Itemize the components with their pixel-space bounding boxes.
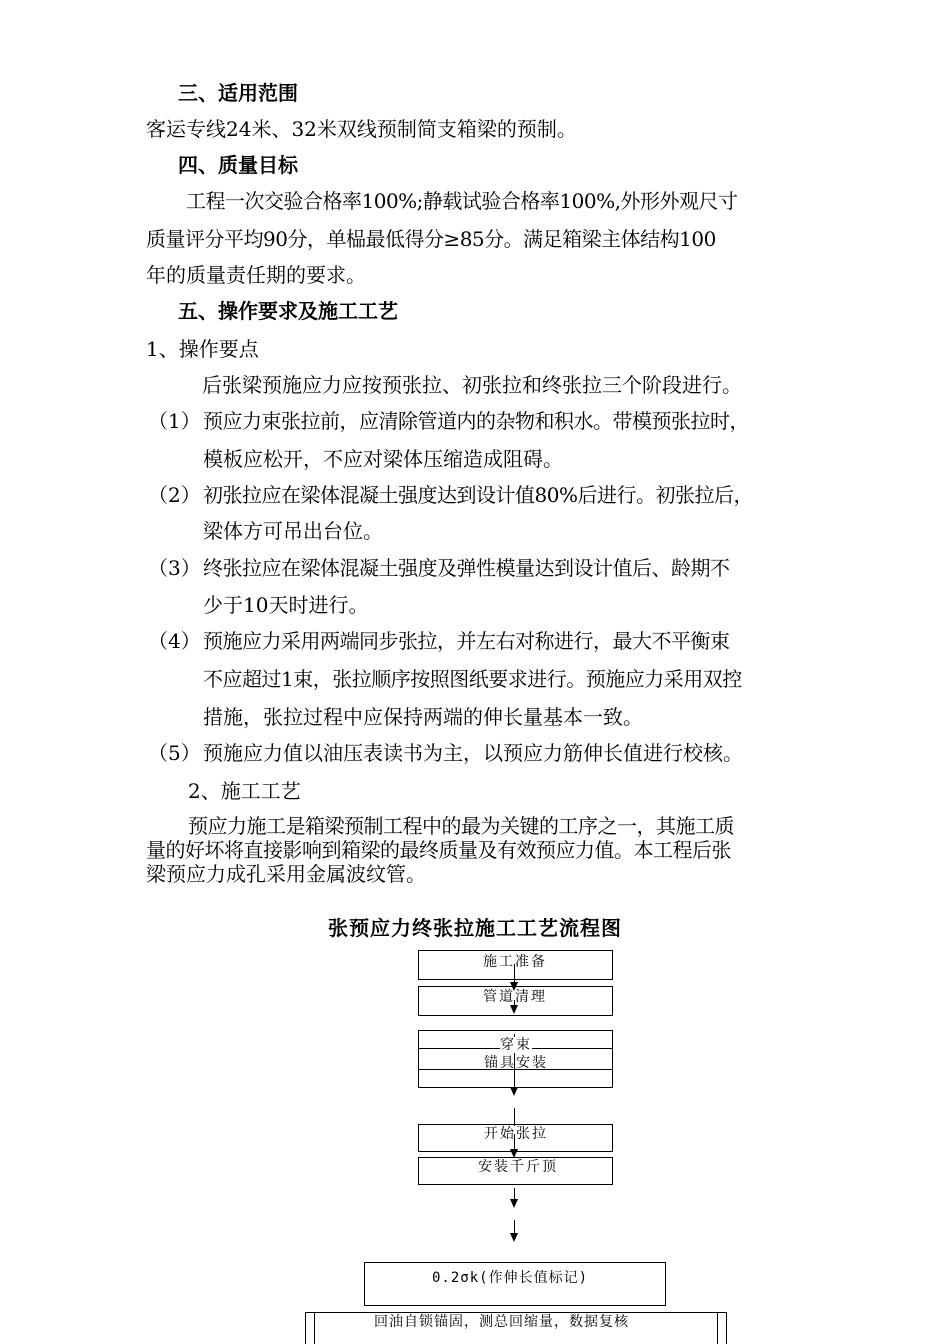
quality-heading: 四、质量目标 <box>178 153 298 177</box>
flow-step-prepare: 施工准备 <box>483 954 547 970</box>
flow-box-lockoff-inner-right <box>717 1312 718 1344</box>
item-3-line-2: 少于10天时进行。 <box>203 593 369 617</box>
item-1-number: （1） <box>148 409 201 433</box>
ops-heading: 五、操作要求及施工工艺 <box>178 299 398 323</box>
flow-arrow-3 <box>514 1074 515 1094</box>
item-5-number: （5） <box>148 741 201 765</box>
process-line-2: 量的好坏将直接影响到箱梁的最终质量及有效预应力值。本工程后张 <box>146 838 731 862</box>
item-1-line-1: 预应力束张拉前，应清除管道内的杂物和积水。带模预张拉时， <box>203 409 749 433</box>
flow-step-anchor: 锚具安装 <box>484 1055 548 1071</box>
item-2-line-1: 初张拉应在梁体混凝土强度达到设计值80%后进行。初张拉后， <box>203 483 753 507</box>
flow-box-lockoff-inner-left <box>314 1312 315 1344</box>
flow-arrow-4 <box>514 1134 515 1156</box>
process-line-1: 预应力施工是箱梁预制工程中的最为关键的工序之一，其施工质 <box>188 814 734 838</box>
flow-step-initial-stress: 0.2σk(作伸长值标记) <box>432 1270 589 1286</box>
process-line-3: 梁预应力成孔采用金属波纹管。 <box>146 862 426 886</box>
flow-arrow-5 <box>514 1188 515 1206</box>
item-2-line-2: 梁体方可吊出台位。 <box>203 519 383 543</box>
item-3-number: （3） <box>148 556 201 580</box>
flow-arrow-6 <box>514 1220 515 1240</box>
ops-intro: 后张梁预施应力应按预张拉、初张拉和终张拉三个阶段进行。 <box>202 373 742 397</box>
item-4-line-1: 预施应力采用两端同步张拉，并左右对称进行，最大不平衡束 <box>203 629 730 653</box>
flow-arrow-2 <box>514 1000 515 1012</box>
item-2-number: （2） <box>148 483 201 507</box>
item-4-number: （4） <box>148 629 201 653</box>
flowchart-title: 张预应力终张拉施工工艺流程图 <box>328 916 622 940</box>
flow-step-start-tension: 开始张拉 <box>484 1126 548 1142</box>
ops-subheading-1: 1、操作要点 <box>146 337 259 361</box>
item-5-line-1: 预施应力值以油压表读书为主，以预应力筋伸长值进行校核。 <box>203 741 743 765</box>
flow-step-jack: 安装千斤顶 <box>478 1159 558 1175</box>
scope-heading: 三、适用范围 <box>178 81 298 105</box>
scope-text: 客运专线24米、32米双线预制简支箱梁的预制。 <box>146 117 577 141</box>
flow-step-lockoff: 回油自锁锚固，测总回缩量，数据复核 <box>374 1314 629 1330</box>
flow-step-clean: 管道清理 <box>483 989 547 1005</box>
item-4-line-3: 措施，张拉过程中应保持两端的伸长量基本一致。 <box>203 705 643 729</box>
item-3-line-1: 终张拉应在梁体混凝土强度及弹性模量达到设计值后、龄期不 <box>203 556 730 580</box>
flow-step-thread: 穿束 <box>500 1037 532 1053</box>
quality-line-3: 年的质量责任期的要求。 <box>146 263 366 287</box>
quality-line-2: 质量评分平均90分，单榀最低得分≥85分。满足箱梁主体结构100 <box>146 227 716 251</box>
item-1-line-2: 模板应松开，不应对梁体压缩造成阻碍。 <box>203 447 563 471</box>
quality-line-1: 工程一次交验合格率100%;静载试验合格率100%,外形外观尺寸 <box>186 189 738 213</box>
ops-subheading-2: 2、施工工艺 <box>188 779 301 803</box>
item-4-line-2: 不应超过1束，张拉顺序按照图纸要求进行。预施应力采用双控 <box>203 667 742 691</box>
